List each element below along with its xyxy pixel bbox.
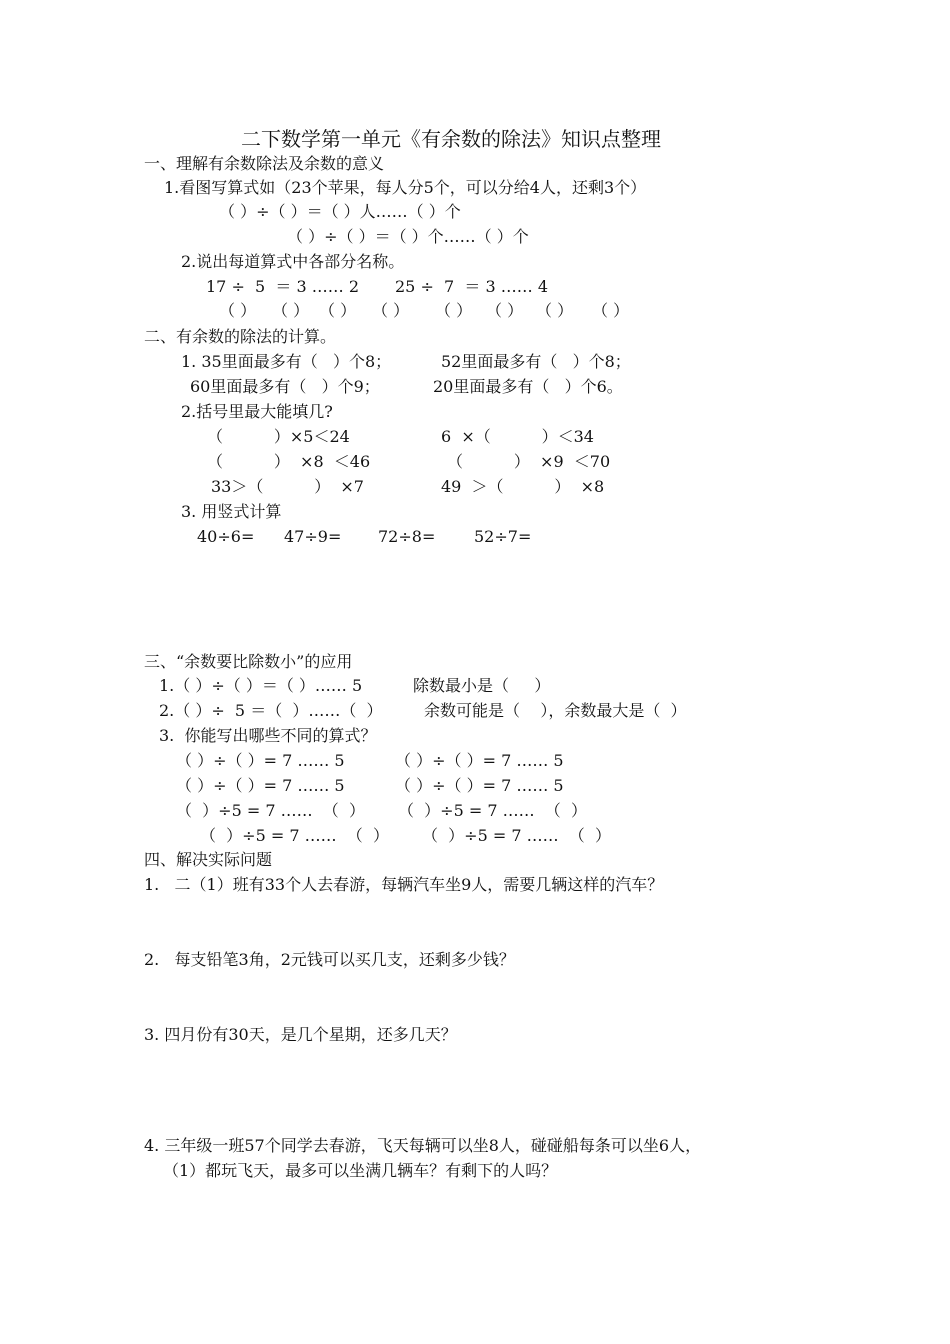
section-2-heading: 二、有余数的除法的计算。 bbox=[144, 327, 337, 346]
s3-q2-a: 2.（ ）÷ 5 ＝（ ）……（ ） bbox=[159, 701, 383, 720]
s2-q3-item-2: 47÷9= bbox=[284, 527, 342, 546]
s4-problem-1: 1. 二（1）班有33个人去春游，每辆汽车坐9人，需要几辆这样的汽车？ bbox=[144, 875, 664, 894]
s1-q2-blank-3: （ ） bbox=[319, 301, 357, 320]
s3-q3-row4-b: （ ）÷5 = 7 …… （ ） bbox=[422, 826, 611, 845]
s1-q2-equation-1: 17 ÷ 5 ＝ 3 …… 2 bbox=[206, 277, 359, 296]
s1-question-2: 2.说出每道算式中各部分名称。 bbox=[181, 252, 405, 271]
s2-q3-item-3: 72÷8= bbox=[378, 527, 436, 546]
s2-question-2: 2.括号里最大能填几? bbox=[181, 402, 333, 421]
s1-q1-equation-1: （ ）÷（ ）＝（ ）人……（ ）个 bbox=[219, 202, 461, 221]
s4-problem-4-sub: （1）都玩飞天，最多可以坐满几辆车？有剩下的人吗？ bbox=[163, 1161, 558, 1180]
s3-q3-row2-b: （ ）÷（ ）= 7 …… 5 bbox=[395, 776, 564, 795]
s1-q2-blank-4: （ ） bbox=[372, 301, 410, 320]
s1-q2-blank-1: （ ） bbox=[219, 301, 257, 320]
s2-q1-b: 52里面最多有（ ）个8； bbox=[441, 352, 631, 371]
s1-q2-blank-7: （ ） bbox=[536, 301, 574, 320]
s3-q3-row3-b: （ ）÷5 = 7 …… （ ） bbox=[398, 801, 587, 820]
section-1-heading: 一、理解有余数除法及余数的意义 bbox=[144, 154, 385, 173]
s1-q1-equation-2: （ ）÷（ ）＝（ ）个……（ ）个 bbox=[287, 227, 529, 246]
s3-q2-b: 余数可能是（ ），余数最大是（ ） bbox=[424, 701, 687, 720]
s2-q1-c: 60里面最多有（ ）个9； bbox=[190, 377, 380, 396]
s3-q3-row2-a: （ ）÷（ ）= 7 …… 5 bbox=[176, 776, 345, 795]
s2-q2-row2-a: （ ） ×8 ＜46 bbox=[207, 452, 371, 471]
s3-q1-b: 除数最小是（ ） bbox=[413, 676, 551, 695]
section-3-heading: 三、“余数要比除数小”的应用 bbox=[144, 652, 353, 671]
s2-q3-item-1: 40÷6= bbox=[197, 527, 255, 546]
s3-q3-row3-a: （ ）÷5 = 7 …… （ ） bbox=[176, 801, 365, 820]
s4-problem-4: 4. 三年级一班57个同学去春游，飞天每辆可以坐8人，碰碰船每条可以坐6人， bbox=[144, 1136, 702, 1155]
s1-q2-equation-2: 25 ÷ 7 ＝ 3 …… 4 bbox=[395, 277, 548, 296]
section-4-heading: 四、解决实际问题 bbox=[144, 850, 273, 869]
s3-q1-a: 1.（ ）÷（ ）＝（ ）…… 5 bbox=[159, 676, 363, 695]
s1-q2-blank-5: （ ） bbox=[435, 301, 473, 320]
s2-q2-row3-b: 49 ＞（ ） ×8 bbox=[441, 477, 605, 496]
s4-problem-2: 2. 每支铅笔3角，2元钱可以买几支，还剩多少钱？ bbox=[144, 950, 515, 969]
s2-q2-row1-a: （ ）×5＜24 bbox=[207, 427, 350, 446]
s1-q2-blank-6: （ ） bbox=[486, 301, 524, 320]
s3-question-3: 3. 你能写出哪些不同的算式？ bbox=[159, 726, 377, 745]
s2-q3-item-4: 52÷7= bbox=[474, 527, 532, 546]
page-title: 二下数学第一单元《有余数的除法》知识点整理 bbox=[241, 127, 661, 151]
s3-q3-row4-a: （ ）÷5 = 7 …… （ ） bbox=[200, 826, 389, 845]
s3-q3-row1-a: （ ）÷（ ）= 7 …… 5 bbox=[176, 751, 345, 770]
s3-q3-row1-b: （ ）÷（ ）= 7 …… 5 bbox=[395, 751, 564, 770]
s2-q2-row1-b: 6 ×（ ）＜34 bbox=[441, 427, 594, 446]
s2-q2-row2-b: （ ） ×9 ＜70 bbox=[447, 452, 611, 471]
s2-q1-d: 20里面最多有（ ）个6。 bbox=[433, 377, 623, 396]
s2-q2-row3-a: 33＞（ ） ×7 bbox=[211, 477, 364, 496]
s1-question-1: 1.看图写算式如（23个苹果，每人分5个，可以分给4人，还剩3个） bbox=[164, 178, 647, 197]
s2-q1-a: 1. 35里面最多有（ ）个8； bbox=[181, 352, 392, 371]
s2-question-3: 3. 用竖式计算 bbox=[181, 502, 282, 521]
s1-q2-blank-2: （ ） bbox=[272, 301, 310, 320]
s4-problem-3: 3. 四月份有30天，是几个星期，还多几天？ bbox=[144, 1025, 457, 1044]
s1-q2-blank-8: （ ） bbox=[592, 301, 630, 320]
